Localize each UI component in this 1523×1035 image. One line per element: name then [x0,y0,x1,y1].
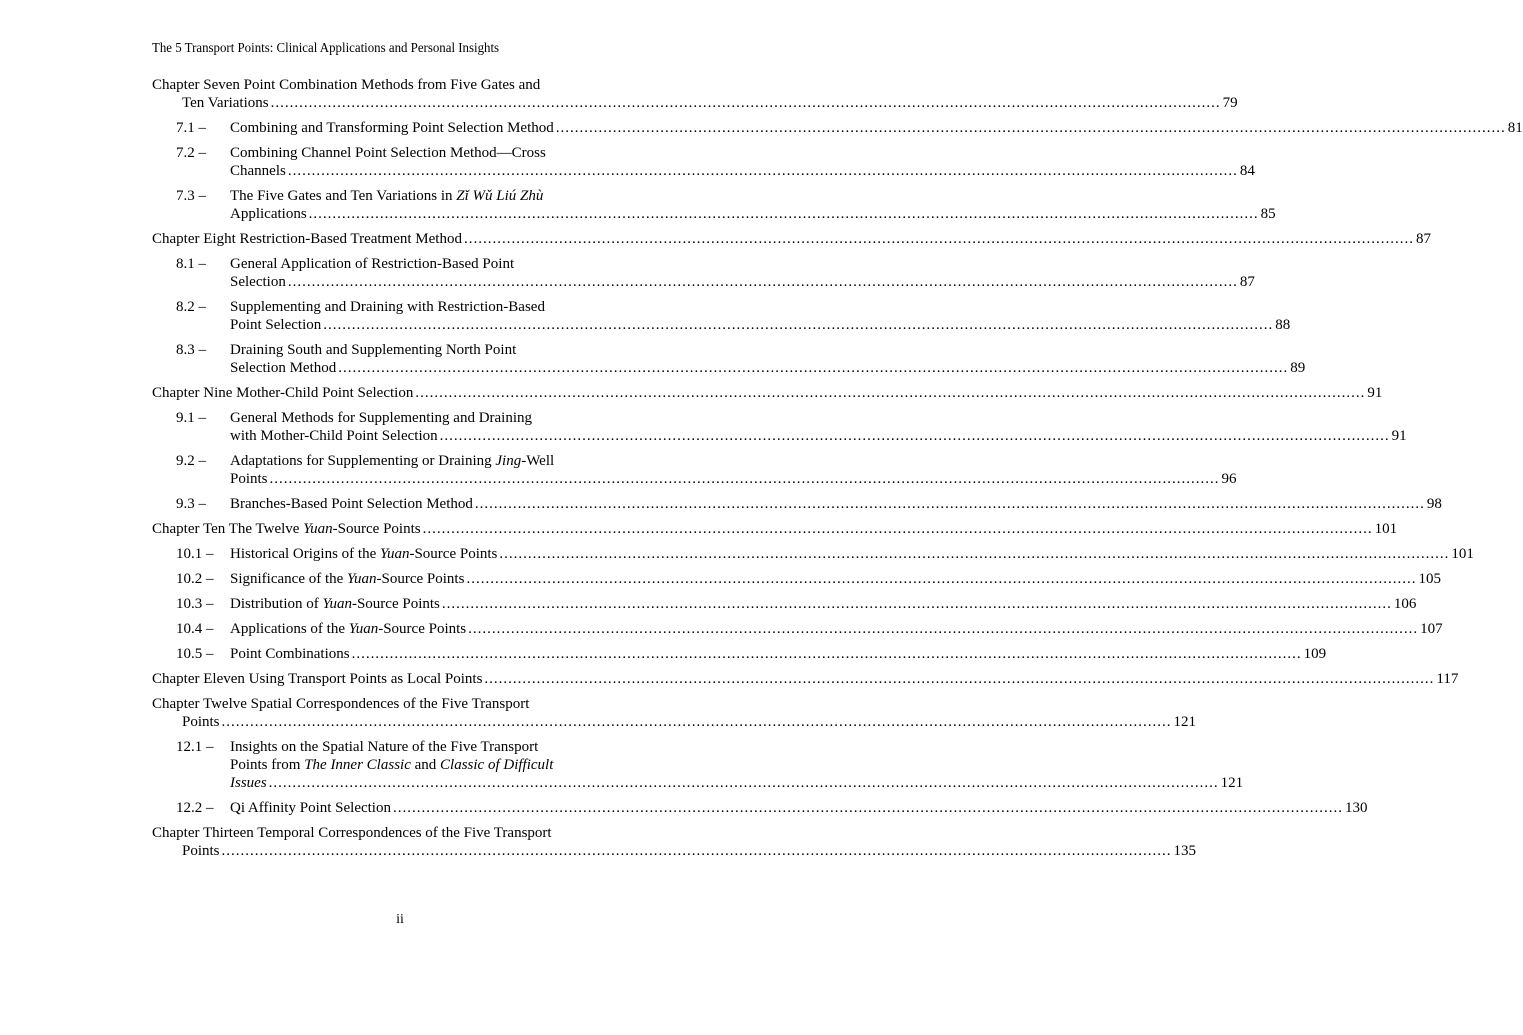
toc-entry-title [230,144,546,162]
dot-leader: ........................................................................................................................................................................................................ [441,596,1392,612]
toc-entry-title [230,545,497,563]
toc-section-number: 10.3 – [176,596,214,612]
toc-entry-title [230,427,438,445]
dot-leader: ........................................................................................................................................................................................................ [221,714,1172,730]
toc-page-number: 101 [1451,546,1474,562]
toc-section-number: 9.2 – [176,453,206,469]
toc-section-entry[interactable] [0,570,1441,588]
toc-title-segment: Chapter Twelve Spatial Correspondences of the Five Transport [152,696,530,712]
toc-title-segment: Yuan [379,546,410,562]
toc-page-number: 84 [1239,163,1255,179]
toc-section-entry[interactable] [0,452,1237,488]
toc-entry-title [230,298,545,316]
toc-section-number: 10.2 – [176,571,214,587]
toc-entry-title [182,842,220,860]
toc-section-entry[interactable] [0,144,1255,180]
toc-title-segment: Distribution of [230,596,323,612]
toc-section-number: 12.1 – [176,739,214,755]
toc-title-segment: Yuan [348,621,379,637]
dot-leader: ........................................................................................................................................................................................................ [338,360,1289,376]
toc-entry-title [230,341,516,359]
toc-section-entry[interactable] [0,341,1306,377]
toc-title-segment: Yuan [347,571,377,587]
toc-title-segment: Chapter Ten The Twelve [152,521,304,537]
toc-section-number: 8.2 – [176,299,206,315]
toc-title-segment: Combining and Transforming Point Selection Method [230,120,554,136]
toc-chapter-entry[interactable] [0,76,1238,112]
toc-section-entry[interactable] [0,495,1442,513]
toc-title-segment: -Source Points [378,621,467,637]
toc-entry-title [182,94,269,112]
toc-section-number: 10.5 – [176,646,214,662]
toc-title-segment: -Source Points [409,546,498,562]
toc-entry-title [230,470,268,488]
toc-title-segment: Qi Affinity Point Selection [230,800,391,816]
toc-entry-title [230,620,466,638]
toc-page-number: 81 [1507,120,1523,136]
dot-leader: ........................................................................................................................................................................................................ [484,671,1435,687]
toc-entry-title [230,119,554,137]
toc-page-number: 135 [1173,843,1197,859]
toc-entry-title [230,187,543,205]
toc-page-number: 89 [1290,360,1306,376]
toc-page-number: 130 [1344,800,1368,816]
dot-leader: ........................................................................................................................................................................................................ [268,775,1219,791]
dot-leader: ........................................................................................................................................................................................................ [221,843,1172,859]
toc-title-segment: Chapter Eleven Using Transport Points as Local Points [152,671,483,687]
toc-section-entry[interactable] [0,645,1327,663]
toc-title-segment: Zǐ Wǔ Liú Zhù [456,188,544,204]
dot-leader: ........................................................................................................................................................................................................ [415,385,1366,401]
toc-title-segment: Points [182,714,220,730]
dot-leader: ........................................................................................................................................................................................................ [351,646,1302,662]
toc-title-segment: -Well [521,453,555,469]
toc-page-number: 101 [1374,521,1398,537]
toc-entry-title [182,713,220,731]
toc-title-segment: Ten Variations [182,95,269,111]
toc-page-number: 105 [1418,571,1441,587]
toc-title-segment: and [410,757,441,773]
toc-entry-title [230,570,464,588]
dot-leader: ........................................................................................................................................................................................................ [499,546,1450,562]
toc-chapter-entry[interactable] [0,520,1398,538]
toc-title-segment: Channels [230,163,286,179]
toc-entry-title [152,824,552,842]
toc-entry-title [230,756,553,774]
toc-title-segment: General Methods for Supplementing and Draining [230,410,533,426]
toc-title-segment: Classic of Difficult [440,757,554,773]
toc-title-segment: Chapter Seven Point Combination Methods from Five Gates and [152,77,541,93]
dot-leader: ........................................................................................................................................................................................................ [466,571,1417,587]
toc-title-segment: Points [230,471,268,487]
toc-page-number: 106 [1393,596,1417,612]
toc-title-segment: -Source Points [332,521,421,537]
toc-title-segment: Jing [495,453,522,469]
toc-section-number: 10.4 – [176,621,214,637]
toc-section-entry[interactable] [0,595,1417,613]
toc-page-number: 88 [1275,317,1291,333]
toc-title-segment: Selection [230,274,286,290]
toc-page-number: 79 [1222,95,1238,111]
dot-leader: ........................................................................................................................................................................................................ [392,800,1343,816]
toc-entry-title [230,645,350,663]
toc-entry-title [230,273,286,291]
toc-title-segment: The Inner Classic [304,757,411,773]
toc-title-segment: Issues [230,775,267,791]
toc-title-segment: The Five Gates and Ten Variations in [230,188,457,204]
toc-section-number: 8.1 – [176,256,206,272]
dot-leader: ........................................................................................................................................................................................................ [422,521,1373,537]
toc-title-segment: Applications of the [230,621,349,637]
toc-entry-title [152,520,421,538]
toc-entry-title [230,205,307,223]
toc-entry-title [230,595,440,613]
toc-title-segment: Adaptations for Supplementing or Draining [230,453,496,469]
toc-section-entry[interactable] [0,620,1443,638]
toc-entry-title [230,799,391,817]
toc-title-segment: Points [182,843,220,859]
toc-section-number: 7.2 – [176,145,206,161]
toc-section-entry[interactable] [0,545,1474,563]
page-number: ii [396,912,404,927]
toc-title-segment: Branches-Based Point Selection Method [230,496,473,512]
toc-chapter-entry[interactable] [0,230,1431,248]
dot-leader: ........................................................................................................................................................................................................ [463,231,1414,247]
toc-entry-title [230,738,538,756]
toc-section-entry[interactable] [0,119,1523,137]
toc-title-segment: Insights on the Spatial Nature of the Five Transport [230,739,539,755]
toc-page-number: 96 [1221,471,1237,487]
running-header: The 5 Transport Points: Clinical Applications and Personal Insights [152,41,500,56]
toc-page-number: 87 [1239,274,1255,290]
toc-title-segment: Selection Method [230,360,337,376]
toc-title-segment: Point Selection [230,317,322,333]
toc-page-number: 91 [1391,428,1407,444]
toc-page-number: 85 [1260,206,1276,222]
toc-entry-title [152,230,462,248]
toc-chapter-entry[interactable] [0,384,1383,402]
toc-title-segment: -Source Points [351,596,440,612]
dot-leader: ........................................................................................................................................................................................................ [555,120,1506,136]
toc-page-number: 98 [1426,496,1442,512]
toc-title-segment: Point Combinations [230,646,350,662]
dot-leader: ........................................................................................................................................................................................................ [308,206,1259,222]
toc-page-number: 117 [1436,671,1459,687]
toc-section-number: 7.1 – [176,120,206,136]
dot-leader: ........................................................................................................................................................................................................ [439,428,1390,444]
toc-entry-title [230,452,554,470]
dot-leader: ........................................................................................................................................................................................................ [269,471,1220,487]
toc-entry-title [230,774,267,792]
toc-section-number: 7.3 – [176,188,206,204]
toc-section-entry[interactable] [0,187,1276,223]
toc-entry-title [230,359,336,377]
toc-page-number: 87 [1415,231,1431,247]
toc-entry-title [152,695,529,713]
toc-entry-title [152,670,482,688]
toc-section-entry[interactable] [0,799,1368,817]
dot-leader: ........................................................................................................................................................................................................ [287,274,1238,290]
toc-section-entry[interactable] [0,255,1255,291]
toc-title-segment: Chapter Nine Mother-Child Point Selection [152,385,414,401]
toc-title-segment: -Source Points [376,571,465,587]
toc-entry-title [230,495,473,513]
dot-leader: ........................................................................................................................................................................................................ [287,163,1238,179]
dot-leader: ........................................................................................................................................................................................................ [468,621,1419,637]
toc-chapter-entry[interactable] [0,695,1197,731]
toc-section-number: 12.2 – [176,800,214,816]
toc-entry-title [230,409,532,427]
toc-title-segment: Significance of the [230,571,348,587]
toc-section-number: 8.3 – [176,342,206,358]
toc-section-entry[interactable] [0,738,1244,792]
toc-title-segment: Historical Origins of the [230,546,380,562]
toc-entry-title [230,255,514,273]
toc-title-segment: with Mother-Child Point Selection [230,428,438,444]
dot-leader: ........................................................................................................................................................................................................ [270,95,1221,111]
toc-title-segment: Combining Channel Point Selection Method—Cross [230,145,546,161]
toc-page-number: 91 [1367,385,1383,401]
toc-title-segment: Applications [230,206,307,222]
toc-page-number: 121 [1220,775,1244,791]
toc-section-number: 10.1 – [176,546,214,562]
toc-title-segment: Draining South and Supplementing North Point [230,342,517,358]
toc-chapter-entry[interactable] [0,670,1459,688]
toc-title-segment: Yuan [322,596,352,612]
toc-page-number: 121 [1173,714,1197,730]
dot-leader: ........................................................................................................................................................................................................ [323,317,1274,333]
toc-section-entry[interactable] [0,409,1407,445]
toc-title-segment: Yuan [303,521,333,537]
toc-page-number: 109 [1303,646,1327,662]
toc-entry-title [152,76,540,94]
toc-title-segment: Points from [230,757,305,773]
toc-entry-title [230,316,321,334]
toc-entry-title [230,162,286,180]
toc-title-segment: Chapter Thirteen Temporal Correspondences of the Five Transport [152,825,552,841]
toc-section-number: 9.1 – [176,410,206,426]
dot-leader: ........................................................................................................................................................................................................ [474,496,1425,512]
toc-chapter-entry[interactable] [0,824,1197,860]
toc-section-entry[interactable] [0,298,1291,334]
toc-section-number: 9.3 – [176,496,206,512]
toc-page-number: 107 [1420,621,1443,637]
toc-entry-title [152,384,413,402]
toc-title-segment: Supplementing and Draining with Restriction-Based [230,299,545,315]
toc-title-segment: General Application of Restriction-Based Point [230,256,515,272]
toc-title-segment: Chapter Eight Restriction-Based Treatment Method [152,231,462,247]
